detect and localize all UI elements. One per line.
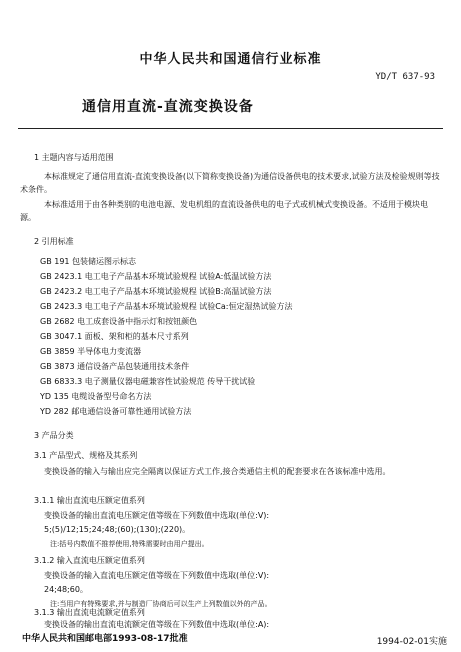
section-3-1-1-paragraph: 变换设备的输出直流电压额定值等级在下列数值中选取(单位:V): [44, 511, 270, 520]
reference-item: GB 2423.2 电工电子产品基本环境试验规程 试验B:高温试验方法 [40, 287, 272, 296]
section-3-1-2-paragraph: 变换设备的输入直流电压额定值等级在下列数值中选取(单位:V): [44, 571, 270, 580]
reference-item: GB 3873 通信设备产品包装通用技术条件 [40, 362, 190, 371]
section-3-1-1-note: 注:括号内数值不推荐使用,特殊需要时由用户提出。 [50, 540, 209, 548]
reference-item: GB 2423.1 电工电子产品基本环境试验规程 试验A:低温试验方法 [40, 272, 272, 281]
header-divider [18, 128, 443, 129]
approval-statement: 中华人民共和国邮电部1993-08-17批准 [22, 634, 188, 644]
section-3-1-2-note: 注:当用户有特殊要求,并与制造厂协商后可以生产上列数值以外的产品。 [50, 600, 272, 608]
section-3-1-2-heading: 3.1.2 输入直流电压额定值系列 [34, 556, 145, 565]
input-voltage-values: 24;48;60。 [44, 585, 88, 594]
reference-item: YD 282 邮电通信设备可靠性通用试验方法 [40, 407, 192, 416]
section-3-1-3-heading: 3.1.3 输出直流电流额定值系列 [34, 608, 145, 617]
output-voltage-values: 5;(5)/12;15;24;48;(60);(130);(220)。 [44, 525, 191, 534]
section-1-paragraph-1: 本标准规定了通信用直流-直流变换设备(以下简称变换设备)为通信设备供电的技术要求,试验方法及检验规则等技术条件。 [20, 172, 440, 194]
reference-item: GB 3047.1 面板、架和柜的基本尺寸系列 [40, 332, 189, 341]
section-3-1-1-heading: 3.1.1 输出直流电压额定值系列 [34, 496, 145, 505]
reference-item: GB 2682 电工成套设备中指示灯和按钮颜色 [40, 317, 198, 326]
section-3-1-3-paragraph: 变换设备的输出直流电流额定值等级在下列数值中选取(单位:A): [44, 620, 270, 629]
document-title: 通信用直流-直流变换设备 [82, 99, 254, 115]
reference-item: YD 135 电缆设备型号命名方法 [40, 392, 152, 401]
reference-item: GB 6833.3 电子测量仪器电磁兼容性试验规范 传导干扰试验 [40, 377, 256, 386]
section-3-heading: 3 产品分类 [34, 431, 74, 440]
reference-item: GB 191 包装储运图示标志 [40, 257, 137, 266]
org-title: 中华人民共和国通信行业标准 [139, 52, 322, 67]
effective-date: 1994-02-01实施 [376, 637, 447, 647]
reference-item: GB 2423.3 电工电子产品基本环境试验规程 试验Ca:恒定湿热试验方法 [40, 302, 293, 311]
section-1-paragraph-2: 本标准适用于由各种类别的电池电源、发电机组的直流设备供电的电子式或机械式变换设备。不适用于模块电源。 [20, 200, 428, 222]
section-1-heading: 1 主题内容与适用范围 [34, 153, 114, 162]
section-3-1-paragraph: 变换设备的输入与输出应完全隔离以保证方式工作,接合类通信主机的配套要求在各该标准中选用。 [44, 467, 391, 476]
standard-number: YD/T 637-93 [375, 72, 435, 82]
reference-item: GB 3859 半导体电力变流器 [40, 347, 142, 356]
section-2-heading: 2 引用标准 [34, 237, 74, 246]
section-3-1-heading: 3.1 产品型式、规格及其系列 [34, 451, 138, 460]
